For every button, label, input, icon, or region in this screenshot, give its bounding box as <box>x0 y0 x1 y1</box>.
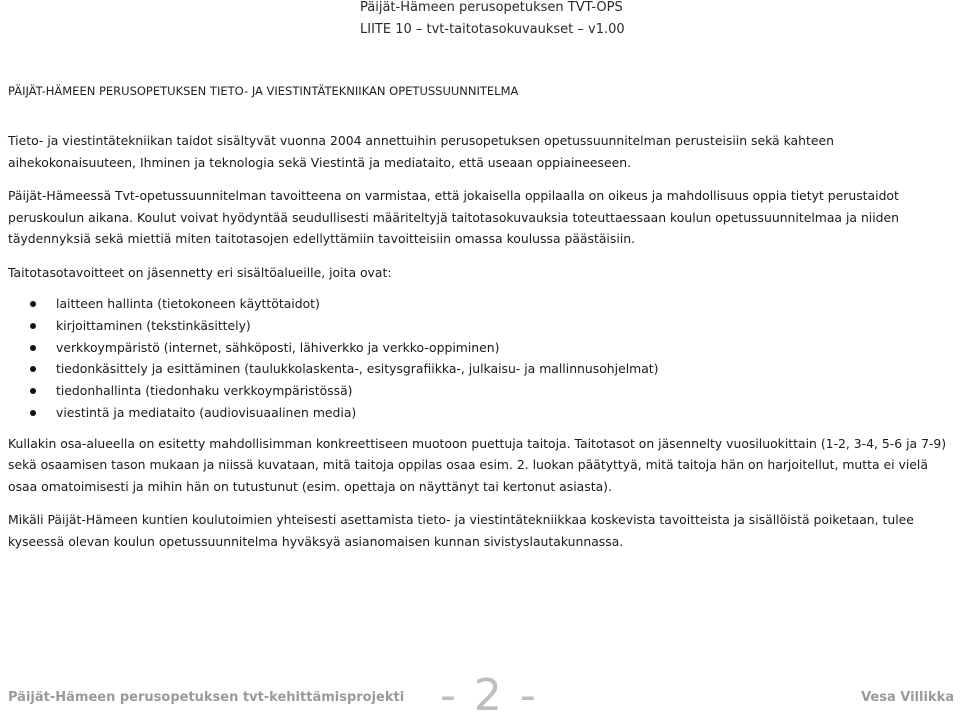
page-title: PÄIJÄT-HÄMEEN PERUSOPETUKSEN TIETO- JA VIESTINTÄTEKNIIKAN OPETUSSUUNNITELMA <box>8 84 519 98</box>
list-item: tiedonhallinta (tiedonhaku verkkoympäristössä) <box>8 380 954 402</box>
list-item: laitteen hallinta (tietokoneen käyttötaidot) <box>8 293 954 315</box>
bullet-icon <box>30 388 36 394</box>
list-item: kirjoittaminen (tekstinkäsittely) <box>8 315 954 337</box>
bullet-icon <box>30 345 36 351</box>
paragraph-approval: Mikäli Päijät-Hämeen kuntien koulutoimien yhteisesti asettamista tieto- ja viestintätekniikkaa koskevista tavoitteista ja sisällöistä poiketaan, tulee kyseessä olevan koulun opetussuunnitelma hyväksyä asianomaisen kunnan sivistyslautakunnassa. <box>8 512 914 549</box>
footer-author: Vesa Villikka <box>861 690 954 705</box>
list-item: verkkoympäristö (internet, sähköposti, lähiverkko ja verkko-oppiminen) <box>8 337 954 359</box>
content-areas-list <box>8 293 954 424</box>
document-body <box>8 130 954 564</box>
list-item: tiedonkäsittely ja esittäminen (taulukkolaskenta-, esitysgrafiikka-, julkaisu- ja mallinnusohjelmat) <box>8 358 954 380</box>
header-line-1: Päijät-Hämeen perusopetuksen TVT-OPS <box>360 0 623 15</box>
paragraph-skill-levels: Kullakin osa-alueella on esitetty mahdollisimman konkreettiseen muotoon puettuja taitoja. Taitotasot on jäsennelty vuosiluokittain (1-2, 3-4, 5-6 ja 7-9) sekä osaamisen tason mukaan ja niissä kuvataan, mitä taitoja oppilas osaa esim. 2. luokan päätyttyä, mitä taitoja hän on harjoitellut, mutta ei vielä osaa omatoimisesti ja mihin hän on tutustunut (esim. opettaja on näyttänyt tai kertonut asiasta). <box>8 435 947 494</box>
bullet-icon <box>30 366 36 372</box>
list-item: viestintä ja mediataito (audiovisuaalinen media) <box>8 402 954 424</box>
header-line-2: LIITE 10 – tvt-taitotasokuvaukset – v1.00 <box>360 22 625 37</box>
bullet-icon <box>30 323 36 329</box>
paragraph-areas-intro: Taitotasotavoitteet on jäsennetty eri sisältöalueille, joita ovat: <box>8 264 392 280</box>
footer-project-name: Päijät-Hämeen perusopetuksen tvt-kehittämisprojekti <box>8 690 405 705</box>
paragraph-intro: Tieto- ja viestintätekniikan taidot sisältyvät vuonna 2004 annettuihin perusopetuksen opetussuunnitelman perusteisiin sekä kahteen aihekokonaisuuteen, Ihminen ja teknologia sekä Viestintä ja mediataito, että useaan oppiaineeseen. <box>8 133 834 170</box>
page-number: - 2 - <box>440 670 538 721</box>
bullet-icon <box>30 301 36 307</box>
bullet-icon <box>30 410 36 416</box>
paragraph-goal: Päijät-Hämeessä Tvt-opetussuunnitelman tavoitteena on varmistaa, että jokaisella oppilaalla on oikeus ja mahdollisuus oppia tietyt perustaidot peruskoulun aikana. Koulut voivat hyödyntää seudullisesti määriteltyjä taitotasokuvauksia toteuttaessaan koulun opetussuunnitelmaa ja niiden täydennyksiä sekä miettiä miten taitotasojen edellyttämiin tavoitteisiin omassa koulussa päästäisiin. <box>8 188 900 246</box>
